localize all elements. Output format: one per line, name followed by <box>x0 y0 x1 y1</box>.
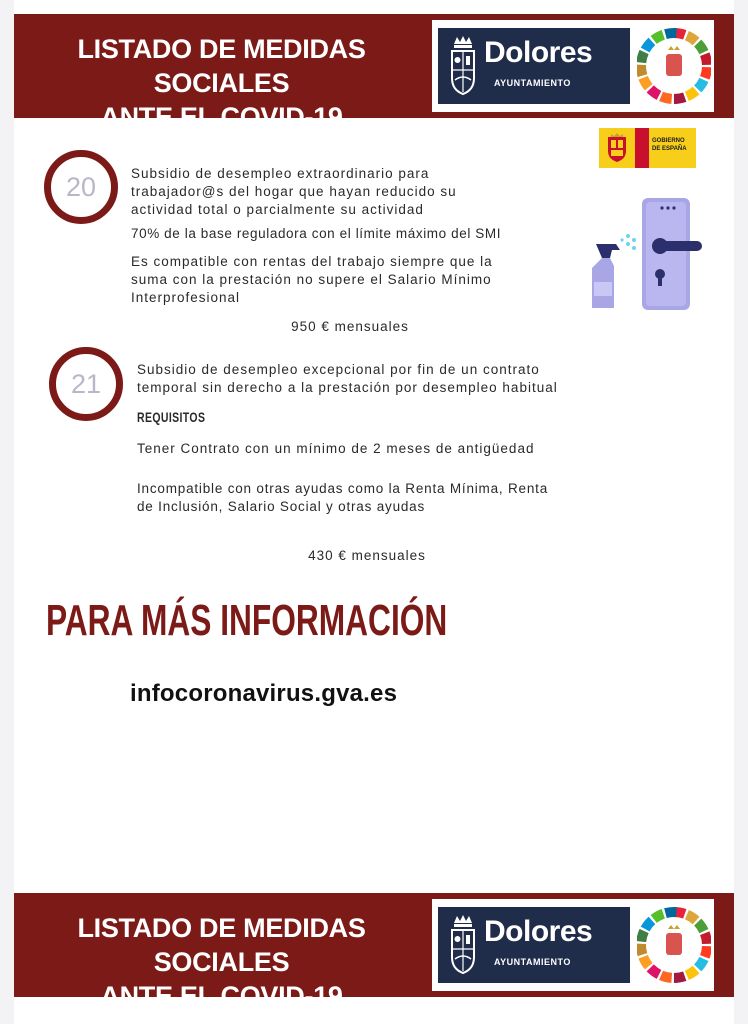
item-20-title-line1: Subsidio de desempleo extraordinario para <box>131 166 430 181</box>
footer-dolores-logo-panel <box>438 907 630 983</box>
item-20-compat-line1: Es compatible con rentas del trabajo siempre que la <box>131 254 493 269</box>
item-21-title <box>137 361 637 397</box>
header-title-line1: LISTADO DE MEDIDAS SOCIALES <box>77 34 366 98</box>
footer-title <box>14 911 429 1013</box>
item-21-requirements-label: REQUISITOS <box>137 409 206 425</box>
footer-title-line1: LISTADO DE MEDIDAS SOCIALES <box>77 913 366 977</box>
government-logo-text <box>652 137 687 153</box>
item-20-title-line2: trabajador@s del hogar que hayan reducido su <box>131 184 457 199</box>
town-crest-icon <box>448 34 478 96</box>
item-21-amount: 430 € mensuales <box>308 548 426 563</box>
item-20-number: 20 <box>44 150 118 224</box>
item-20-title-line3: actividad total o parcialmente su actividad <box>131 202 424 217</box>
logo-name: Dolores <box>484 36 593 69</box>
item-20-compat-line3: Interprofesional <box>131 290 241 305</box>
government-line2: DE ESPAÑA <box>652 146 687 152</box>
item-21-title-line2: temporal sin derecho a la prestación por desempleo habitual <box>137 380 558 395</box>
government-line1: GOBIERNO <box>652 138 685 144</box>
government-logo-stripe <box>635 128 649 168</box>
item-20-compat-line2: suma con la prestación no supere el Salario Mínimo <box>131 272 492 287</box>
logo-subtitle: AYUNTAMIENTO <box>494 78 571 88</box>
footer-town-crest-icon <box>448 913 478 975</box>
government-logo <box>599 128 696 168</box>
footer-title-line2: ANTE EL COVID-19 <box>100 981 343 1011</box>
item-21-title-line1: Subsidio de desempleo excepcional por fin de un contrato <box>137 362 540 377</box>
footer-dolores-logo <box>432 899 714 991</box>
item-20-percentage: 70% de la base reguladora con el límite máximo del SMI <box>131 226 502 241</box>
footer-sdg-wheel-icon <box>637 904 711 986</box>
footer-logo-subtitle: AYUNTAMIENTO <box>494 957 571 967</box>
info-website-link[interactable]: infocoronavirus.gva.es <box>130 680 398 707</box>
item-20-title <box>131 165 568 219</box>
spain-shield-icon <box>605 133 629 163</box>
item-21-number: 21 <box>49 347 123 421</box>
dolores-logo <box>432 20 714 112</box>
sdg-wheel-icon <box>637 25 711 107</box>
item-21-requirement: Tener Contrato con un mínimo de 2 meses de antigüedad <box>137 441 535 456</box>
footer-logo-name: Dolores <box>484 915 593 948</box>
header-title <box>14 32 429 134</box>
item-21-incompatibility <box>137 480 647 516</box>
footer-banner <box>14 893 734 1011</box>
dolores-logo-panel <box>438 28 630 104</box>
header-banner <box>14 14 734 132</box>
disinfect-door-handle-icon <box>588 196 706 316</box>
header-title-line2: ANTE EL COVID-19 <box>100 102 343 132</box>
item-20-compatibility <box>131 253 568 307</box>
item-21-incompat-line1: Incompatible con otras ayudas como la Renta Mínima, Renta <box>137 481 549 496</box>
more-info-title: PARA MÁS INFORMACIÓN <box>46 596 448 645</box>
item-20-amount: 950 € mensuales <box>291 319 409 334</box>
item-21-incompat-line2: de Inclusión, Salario Social y otras ayudas <box>137 499 426 514</box>
